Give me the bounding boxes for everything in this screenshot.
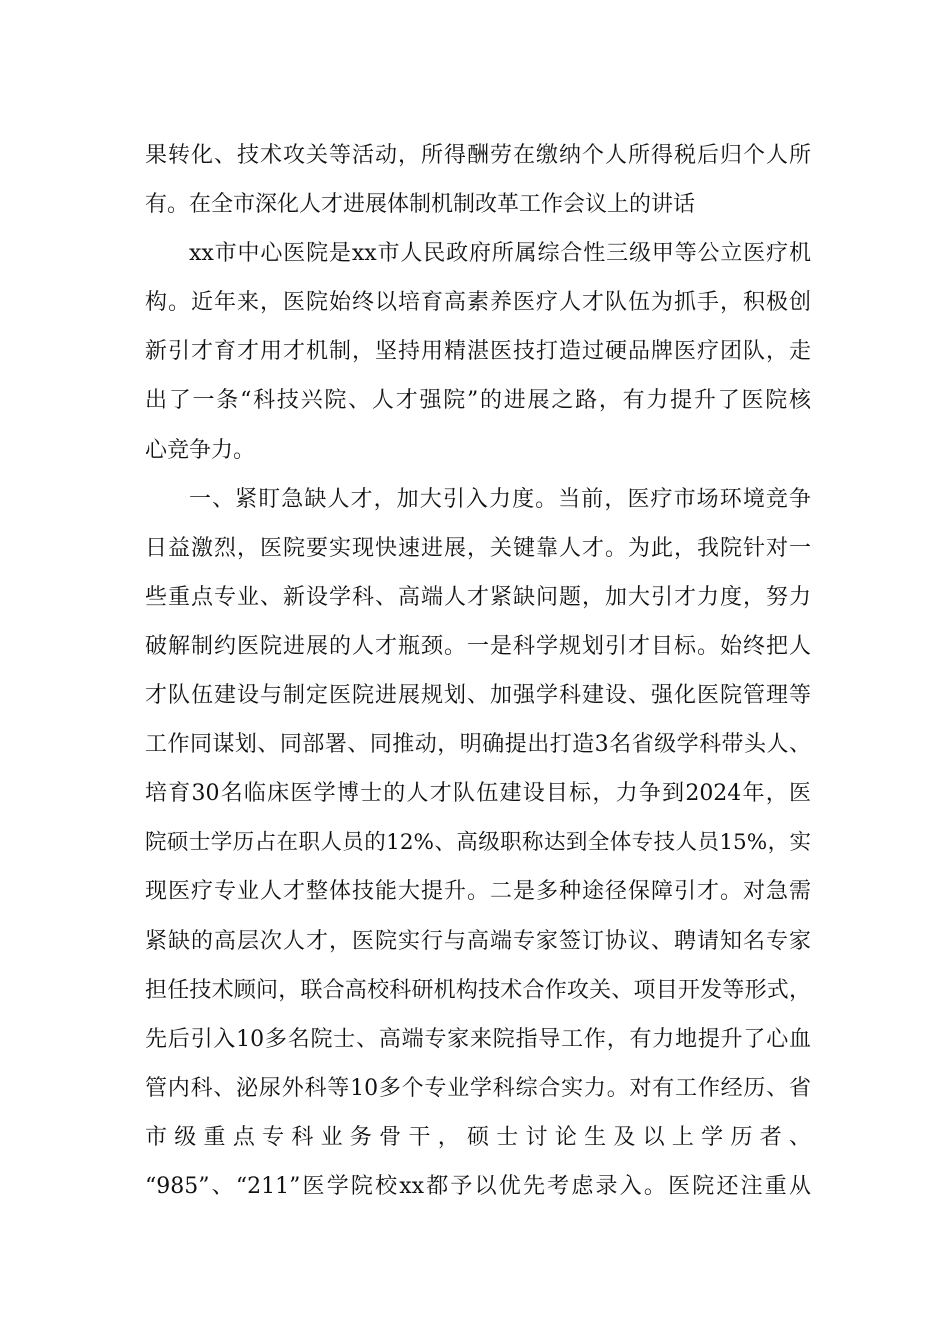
paragraph-line: 现医疗专业人才整体技能大提升。二是多种途径保障引才。对急需: [145, 879, 811, 905]
paragraph-line: 破解制约医院进展的人才瓶颈。一是科学规划引才目标。始终把人: [145, 633, 811, 659]
paragraph-line: 工作同谋划、同部署、同推动，明确提出打造3名省级学科带头人、: [145, 732, 811, 758]
paragraph-line: 一、紧盯急缺人才，加大引入力度。当前，医疗市场环境竞争: [189, 486, 811, 512]
paragraph-line: 市 级 重 点 专 科 业 务 骨 干 ， 硕 士 讨 论 生 及 以 上 学 历 者 、: [145, 1124, 811, 1150]
paragraph-line: 心竞争力。: [145, 437, 256, 463]
paragraph-line: 紧缺的高层次人才，医院实行与高端专家签订协议、聘请知名专家: [145, 928, 811, 954]
document-body: [145, 131, 811, 1211]
paragraph-line: 日益激烈，医院要实现快速进展，关键靠人才。为此，我院针对一: [145, 535, 811, 561]
paragraph-line: 构。近年来，医院始终以培育高素养医疗人才队伍为抓手，积极创: [145, 290, 811, 316]
paragraph-line: 先后引入10多名院士、高端专家来院指导工作，有力地提升了心血: [145, 1026, 811, 1052]
paragraph-line: 些重点专业、新设学科、高端人才紧缺问题，加大引才力度，努力: [145, 584, 811, 610]
paragraph-line: “985”、“211”医学院校xx都予以优先考虑录入。医院还注重从: [145, 1173, 811, 1199]
paragraph-line: 培育30名临床医学博士的人才队伍建设目标，力争到2024年，医: [145, 781, 811, 807]
paragraph-line: 有。在全市深化人才进展体制机制改革工作会议上的讲话: [145, 192, 696, 218]
paragraph-line: 担任技术顾问，联合高校科研机构技术合作攻关、项目开发等形式，: [145, 977, 811, 1003]
paragraph-line: 出了一条“科技兴院、人才强院”的进展之路，有力提升了医院核: [145, 388, 811, 414]
paragraph-line: 才队伍建设与制定医院进展规划、加强学科建设、强化医院管理等: [145, 683, 811, 709]
paragraph-line: 管内科、泌尿外科等10多个专业学科综合实力。对有工作经历、省: [145, 1075, 811, 1101]
paragraph-line: 新引才育才用才机制，坚持用精湛医技打造过硬品牌医疗团队，走: [145, 339, 811, 365]
paragraph-line: 院硕士学历占在职人员的12%、高级职称达到全体专技人员15%，实: [145, 830, 811, 856]
paragraph-line: xx市中心医院是xx市人民政府所属综合性三级甲等公立医疗机: [189, 241, 811, 267]
paragraph-line: 果转化、技术攻关等活动，所得酬劳在缴纳个人所得税后归个人所: [145, 143, 811, 168]
